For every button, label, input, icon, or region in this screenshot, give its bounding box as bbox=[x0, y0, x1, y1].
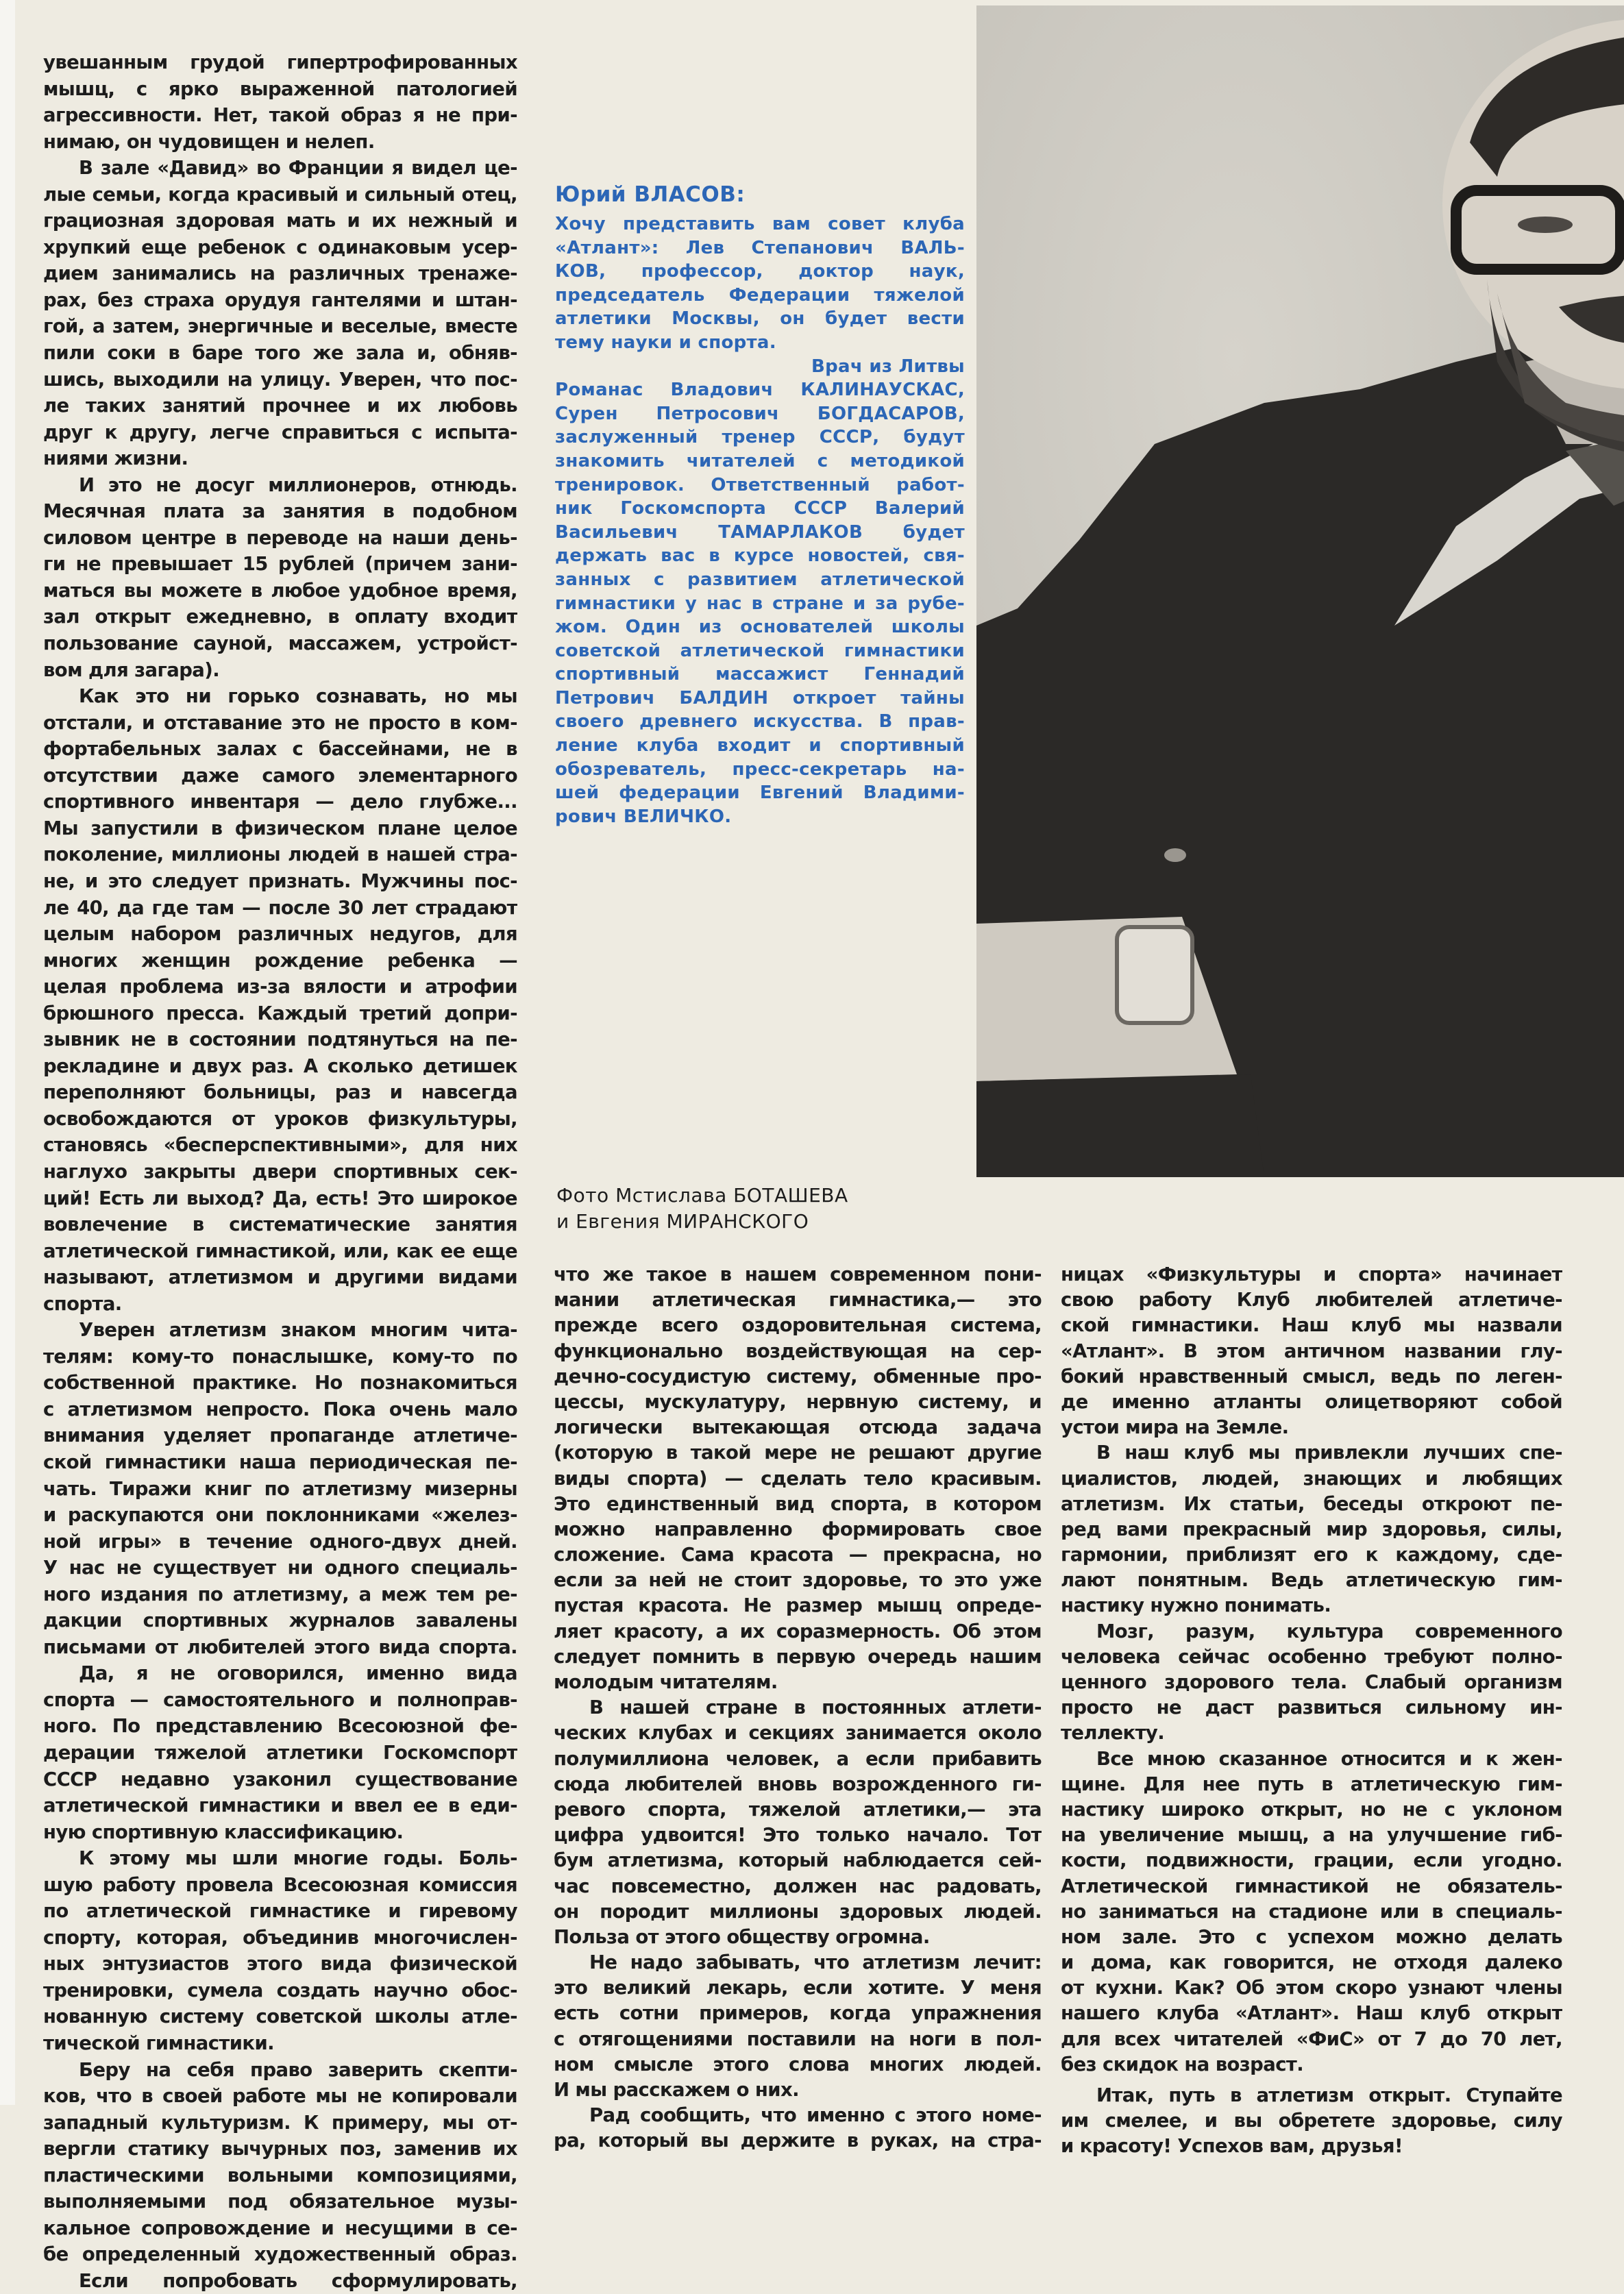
text-line: освобождаются от уроков физкультуры, bbox=[43, 1107, 517, 1130]
text-line: и красоту! Успехов вам, друзья! bbox=[1061, 2135, 1403, 2158]
text-line: целая проблема из-за вялости и атрофии bbox=[43, 976, 517, 998]
text-line: не, и это следует признать. Мужчины пос- bbox=[43, 870, 517, 892]
sidebar-text bbox=[555, 212, 965, 828]
article-column-left bbox=[43, 49, 517, 2294]
text-line: «Атлант». В этом античном названии глу- bbox=[1061, 1340, 1562, 1362]
text-line: увешанным грудой гипертрофированных bbox=[43, 51, 517, 73]
text-line: вергли статику вычурных поз, заменив их bbox=[43, 2138, 517, 2160]
text-line: сюда любителей вновь возрожденного ги- bbox=[554, 1773, 1042, 1795]
paragraph-gap bbox=[1061, 2077, 1562, 2083]
text-line: на увеличение мышц, а на улучшение гиб- bbox=[1061, 1824, 1562, 1847]
text-line: отстали, и отставание это не просто в ком- bbox=[43, 711, 517, 734]
text-line: что же такое в нашем современном пони- bbox=[554, 1263, 1042, 1285]
text-line: внимания уделяет пропаганде атлетиче- bbox=[43, 1424, 517, 1447]
text-line: Все мною сказанное относится и к жен- bbox=[1096, 1747, 1562, 1770]
text-line: Да, я не оговорился, именно вида bbox=[79, 1662, 517, 1685]
text-line: шую работу провела Всесоюзная комиссия bbox=[43, 1873, 517, 1896]
text-line: «Атлант»: Лев Степанович ВАЛЬ- bbox=[555, 237, 965, 258]
text-line: щине. Для нее путь в атлетическую гим- bbox=[1061, 1773, 1562, 1795]
text-line: спортивного инвентаря — дело глубже... bbox=[43, 791, 517, 813]
text-line: Петрович БАЛДИН откроет тайны bbox=[555, 687, 965, 708]
text-line: агрессивности. Нет, такой образ я не при- bbox=[43, 104, 517, 127]
text-line: советской атлетической гимнастики bbox=[555, 640, 965, 661]
text-line: цессы, мускулатуру, нервную систему, и bbox=[554, 1390, 1042, 1413]
text-line: пустая красота. Не размер мышц опреде- bbox=[554, 1594, 1042, 1617]
text-line: дакции спортивных журналов завалены bbox=[43, 1610, 517, 1632]
text-line: это великий лекарь, если хотите. У меня bbox=[554, 1977, 1042, 1999]
text-line: цифра удвоится! Это только начало. Тот bbox=[554, 1824, 1042, 1847]
text-line: Мозг, разум, культура современного bbox=[1096, 1620, 1562, 1642]
text-line: сложение. Сама красота — прекрасна, но bbox=[554, 1544, 1042, 1566]
text-line: пользование сауной, массажем, устройст- bbox=[43, 632, 517, 655]
text-line: от кухни. Как? Об этом скоро узнают члены bbox=[1061, 1977, 1562, 1999]
text-line: атлетической гимнастики и ввел ее в еди- bbox=[43, 1795, 517, 1817]
text-line: атлетической гимнастикой, или, как ее еще bbox=[43, 1240, 517, 1262]
text-line: ник Госкомспорта СССР Валерий bbox=[555, 498, 965, 519]
text-line: но заниматься на стадионе или в специаль- bbox=[1061, 1900, 1562, 1923]
text-line: гой, а затем, энергичные и веселые, вместе bbox=[43, 315, 517, 338]
text-line: тической гимнастики. bbox=[43, 2032, 275, 2055]
text-line: ление клуба входит и спортивный bbox=[555, 735, 965, 756]
text-line: Васильевич ТАМАРЛАКОВ будет bbox=[555, 521, 965, 543]
text-line: устои мира на Земле. bbox=[1061, 1416, 1289, 1439]
text-line: можно направленно формировать свое bbox=[554, 1518, 1042, 1540]
text-line: Мы запустили в физическом плане целое bbox=[43, 817, 517, 839]
text-line: зывник не в состоянии подтянуться на пе- bbox=[43, 1028, 517, 1051]
text-line: для всех читателей «ФиС» от 7 до 70 лет, bbox=[1061, 2027, 1562, 2050]
text-line: становясь «бесперспективными», для них bbox=[43, 1134, 517, 1157]
text-line: ных энтузиастов этого вида физической bbox=[43, 1953, 517, 1975]
text-line: И это не досуг миллионеров, отнюдь. bbox=[79, 473, 517, 496]
text-line: (которую в такой мере не решают другие bbox=[554, 1442, 1042, 1464]
text-line: целым набором различных недугов, для bbox=[43, 923, 517, 946]
text-line: есть сотни примеров, когда упражнения bbox=[554, 2002, 1042, 2025]
text-line: называют, атлетизмом и другими видами bbox=[43, 1266, 517, 1289]
text-line: бе определенный художественный образ. bbox=[43, 2243, 517, 2266]
text-line: теллекту. bbox=[1061, 1722, 1165, 1744]
text-line: письмами от любителей этого вида спорта. bbox=[43, 1636, 517, 1658]
text-line: силовом центре в переводе на наши день- bbox=[43, 526, 517, 549]
text-line: Беру на себя право заверить скепти- bbox=[79, 2058, 517, 2081]
text-line: ков, что в своей работе мы не копировали bbox=[43, 2085, 517, 2108]
text-line: нашего клуба «Атлант». Наш клуб открыт bbox=[1061, 2002, 1562, 2025]
text-line: наглухо закрыты двери спортивных сек- bbox=[43, 1160, 517, 1183]
text-line: Месячная плата за занятия в подобном bbox=[43, 500, 517, 523]
text-line: знакомить читателей с методикой bbox=[555, 450, 965, 471]
text-line: с атлетизмом непросто. Пока очень мало bbox=[43, 1398, 517, 1420]
text-line: тему науки и спорта. bbox=[555, 332, 776, 353]
text-line: де именно атланты олицетворяют собой bbox=[1061, 1390, 1562, 1413]
text-line: Итак, путь в атлетизм открыт. Ступайте bbox=[1096, 2084, 1562, 2106]
text-line: телям: кому-то понаслышке, кому-то по bbox=[43, 1345, 517, 1368]
text-line: нимаю, он чудовищен и нелеп. bbox=[43, 130, 375, 153]
text-line: ляет красоту, а их соразмерность. Об этом bbox=[554, 1620, 1042, 1642]
text-line: переполняют больницы, раз и навсегда bbox=[43, 1081, 517, 1104]
text-line: ниями жизни. bbox=[43, 447, 188, 470]
article-column-right bbox=[1061, 1262, 1562, 2160]
text-line: им смелее, и вы обретете здоровье, силу bbox=[1061, 2110, 1562, 2132]
text-line: В нашей стране в постоянных атлети- bbox=[589, 1697, 1042, 1719]
text-line: ра, который вы держите в руках, на стра- bbox=[554, 2130, 1042, 2152]
text-line: мании атлетическая гимнастика,— это bbox=[554, 1289, 1042, 1311]
text-line: шись, выходили на улицу. Уверен, что пос- bbox=[43, 368, 517, 391]
text-line: Польза от этого обществу огромна. bbox=[554, 1925, 930, 1948]
text-line: Не надо забывать, что атлетизм лечит: bbox=[589, 1951, 1042, 1974]
text-line: лые семьи, когда красивый и сильный отец, bbox=[43, 183, 517, 206]
text-line: ной игры» в течение одного-двух дней. bbox=[43, 1530, 517, 1553]
text-line: ревого спорта, тяжелой атлетики,— эта bbox=[554, 1798, 1042, 1821]
text-line: Романас Владович КАЛИНАУСКАС, bbox=[555, 380, 965, 401]
text-line: дечно-сосудистую систему, обменные про- bbox=[554, 1365, 1042, 1388]
text-line: западный культуризм. К примеру, мы от- bbox=[43, 2111, 517, 2134]
text-line: СССР недавно узаконил существование bbox=[43, 1768, 517, 1790]
text-line: жом. Один из основателей школы bbox=[555, 617, 965, 638]
text-line: чать. Тиражи книг по атлетизму мизерны bbox=[43, 1477, 517, 1500]
text-line: свою работу Клуб любителей атлетиче- bbox=[1061, 1289, 1562, 1311]
text-line: друг к другу, легче справиться с испыта- bbox=[43, 421, 517, 443]
text-line: мышц, с ярко выраженной патологией bbox=[43, 77, 517, 100]
text-line: Врач из Литвы bbox=[811, 356, 965, 377]
text-line: просто не даст развиться сильному ин- bbox=[1061, 1697, 1562, 1719]
text-line: без скидок на возраст. bbox=[1061, 2053, 1304, 2075]
text-line: следует помнить в первую очередь нашим bbox=[554, 1645, 1042, 1668]
portrait-illustration bbox=[976, 5, 1624, 1177]
text-line: своего древнего искусства. В прав- bbox=[555, 711, 965, 732]
text-line: виды спорта) — сделать тело красивым. bbox=[554, 1467, 1042, 1490]
text-line: поколение, миллионы людей в нашей стра- bbox=[43, 843, 517, 866]
text-line: грациозная здоровая мать и их нежный и bbox=[43, 210, 517, 232]
text-line: ской гимнастики наша периодическая пе- bbox=[43, 1451, 517, 1473]
text-line: и раскупаются они поклонниками «желез- bbox=[43, 1504, 517, 1527]
text-line: многих женщин рождение ребенка — bbox=[43, 949, 517, 972]
text-line: спортивный массажист Геннадий bbox=[555, 664, 965, 685]
text-line: занных с развитием атлетической bbox=[555, 569, 965, 590]
text-line: ном зале. Это с успехом можно делать bbox=[1061, 1925, 1562, 1948]
text-line: если за ней не стоит здоровье, то это уже bbox=[554, 1569, 1042, 1592]
text-line: дерации тяжелой атлетики Госкомспорт bbox=[43, 1742, 517, 1764]
text-line: пили соки в баре того же зала и, обняв- bbox=[43, 342, 517, 365]
text-line: вовлечение в систематические занятия bbox=[43, 1213, 517, 1236]
text-line: Хочу представить вам совет клуба bbox=[555, 214, 965, 234]
text-line: полумиллиона человек, а если прибавить bbox=[554, 1747, 1042, 1770]
text-line: атлетики Москвы, он будет вести bbox=[555, 308, 965, 330]
text-line: фортабельных залах с бассейнами, не в bbox=[43, 738, 517, 761]
text-line: Сурен Петросович БОГДАСАРОВ, bbox=[555, 403, 965, 424]
text-line: гимнастики у нас в стране и за рубе- bbox=[555, 593, 965, 614]
text-line: по атлетической гимнастике и гиревому bbox=[43, 1900, 517, 1923]
text-line: спорту, которая, объединив многочислен- bbox=[43, 1926, 517, 1949]
photo-credit-line: и Евгения МИРАНСКОГО bbox=[556, 1210, 809, 1233]
text-line: ческих клубах и секциях занимается около bbox=[554, 1722, 1042, 1744]
text-line: и дома, как говорится, не отходя далеко bbox=[1061, 1951, 1562, 1974]
text-line: кости, подвижности, грации, если угодно. bbox=[1061, 1849, 1562, 1872]
text-line: Как это ни горько сознавать, но мы bbox=[79, 685, 517, 708]
text-line: ле 40, да где там — после 30 лет страдают bbox=[43, 896, 517, 919]
page-edge bbox=[0, 0, 15, 2105]
text-line: дием занимались на различных тренаже- bbox=[43, 262, 517, 285]
text-line: спорта — самостоятельного и полноправ- bbox=[43, 1688, 517, 1711]
text-line: выполняемыми под обязательное музы- bbox=[43, 2191, 517, 2213]
text-line: ценного здорового тела. Слабый организм bbox=[1061, 1671, 1562, 1693]
text-line: молодым читателям. bbox=[554, 1671, 778, 1693]
text-line: отсутствии даже самого элементарного bbox=[43, 764, 517, 787]
text-line: ную спортивную классификацию. bbox=[43, 1821, 404, 1843]
photo-credit-line: Фото Мстислава БОТАШЕВА bbox=[556, 1184, 848, 1207]
text-line: прежде всего оздоровительная система, bbox=[554, 1314, 1042, 1337]
text-line: рович ВЕЛИЧКО. bbox=[555, 806, 732, 827]
text-line: тренировки, сумела создать научно обос- bbox=[43, 1979, 517, 2001]
text-line: вом для загара). bbox=[43, 658, 220, 681]
text-line: лают понятным. Ведь атлетическую гим- bbox=[1061, 1569, 1562, 1592]
text-line: ного. По представлению Всесоюзной фе- bbox=[43, 1715, 517, 1738]
text-line: шей федерации Евгений Владими- bbox=[555, 782, 965, 804]
text-line: КОВ, профессор, доктор наук, bbox=[555, 261, 965, 282]
sidebar-intro bbox=[555, 180, 965, 828]
text-line: кальное сопровождение и несущими в се- bbox=[43, 2217, 517, 2239]
text-line: В наш клуб мы привлекли лучших спе- bbox=[1096, 1442, 1562, 1464]
text-line: зал открыт ежедневно, в оплату входит bbox=[43, 606, 517, 628]
text-line: логически вытекающая отсюда задача bbox=[554, 1416, 1042, 1439]
text-line: Это единственный вид спорта, в котором bbox=[554, 1492, 1042, 1515]
text-line: функционально воздействующая на сер- bbox=[554, 1340, 1042, 1362]
text-line: ги не превышает 15 рублей (причем зани- bbox=[43, 553, 517, 576]
text-line: ного издания по атлетизму, а меж тем ре- bbox=[43, 1583, 517, 1605]
text-line: маться вы можете в любое удобное время, bbox=[43, 579, 517, 602]
portrait-photo bbox=[976, 5, 1624, 1177]
text-line: Уверен атлетизм знаком многим чита- bbox=[79, 1319, 517, 1342]
text-line: И мы расскажем о них. bbox=[554, 2079, 799, 2101]
text-line: рекладине и двух раз. А сколько детишек bbox=[43, 1054, 517, 1077]
text-line: У нас не существует ни одного специаль- bbox=[43, 1557, 517, 1579]
article-column-middle bbox=[554, 1262, 1042, 2154]
text-line: Атлетической гимнастикой не обязатель- bbox=[1061, 1875, 1562, 1897]
text-line: К этому мы шли многие годы. Боль- bbox=[79, 1847, 517, 1870]
text-line: ской гимнастики. Наш клуб мы назвали bbox=[1061, 1314, 1562, 1337]
text-line: ницах «Физкультуры и спорта» начинает bbox=[1061, 1263, 1562, 1285]
text-line: ле таких занятий прочнее и их любовь bbox=[43, 395, 517, 417]
text-line: Если попробовать сформулировать, bbox=[79, 2269, 517, 2292]
text-line: ций! Есть ли выход? Да, есть! Это широкое bbox=[43, 1187, 517, 1209]
text-line: час повсеместно, должен нас радовать, bbox=[554, 1875, 1042, 1897]
text-line: с отягощениями поставили на ноги в пол- bbox=[554, 2027, 1042, 2050]
text-line: брюшного пресса. Каждый третий допри- bbox=[43, 1002, 517, 1024]
text-line: бум атлетизма, который наблюдается сей- bbox=[554, 1849, 1042, 1872]
text-line: Рад сообщить, что именно с этого номе- bbox=[589, 2104, 1042, 2127]
text-line: нованную систему советской школы атле- bbox=[43, 2006, 517, 2028]
text-line: председатель Федерации тяжелой bbox=[555, 284, 965, 306]
text-line: настику широко открыт, но не с уклоном bbox=[1061, 1798, 1562, 1821]
text-line: тренировок. Ответственный работ- bbox=[555, 474, 965, 495]
text-line: В зале «Давид» во Франции я видел це- bbox=[79, 157, 517, 180]
text-line: гармонии, приблизят его к каждому, сде- bbox=[1061, 1544, 1562, 1566]
text-line: атлетизм. Их статьи, беседы откроют пе- bbox=[1061, 1492, 1562, 1515]
text-line: собственной практике. Но познакомиться bbox=[43, 1372, 517, 1394]
text-line: заслуженный тренер СССР, будут bbox=[555, 427, 965, 448]
text-line: бокий нравственный смысл, ведь по леген- bbox=[1061, 1365, 1562, 1388]
text-line: хрупкий еще ребенок с одинаковым усер- bbox=[43, 236, 517, 258]
text-line: спорта. bbox=[43, 1292, 122, 1315]
sidebar-heading: Юрий ВЛАСОВ: bbox=[555, 182, 746, 207]
text-line: ред вами прекрасный мир здоровья, силы, bbox=[1061, 1518, 1562, 1540]
text-line: он породит миллионы здоровых людей. bbox=[554, 1900, 1042, 1923]
text-line: ном смысле этого слова многих людей. bbox=[554, 2053, 1042, 2075]
text-line: настику нужно понимать. bbox=[1061, 1594, 1331, 1617]
text-line: циалистов, людей, знающих и любящих bbox=[1061, 1467, 1562, 1490]
text-line: рах, без страха орудуя гантелями и штан- bbox=[43, 288, 517, 311]
text-line: пластическими вольными композициями, bbox=[43, 2164, 517, 2186]
photo-credit bbox=[556, 1183, 848, 1235]
text-line: человека сейчас особенно требуют полно- bbox=[1061, 1645, 1562, 1668]
text-line: держать вас в курсе новостей, свя- bbox=[555, 545, 965, 567]
text-line: обозреватель, пресс-секретарь на- bbox=[555, 758, 965, 780]
